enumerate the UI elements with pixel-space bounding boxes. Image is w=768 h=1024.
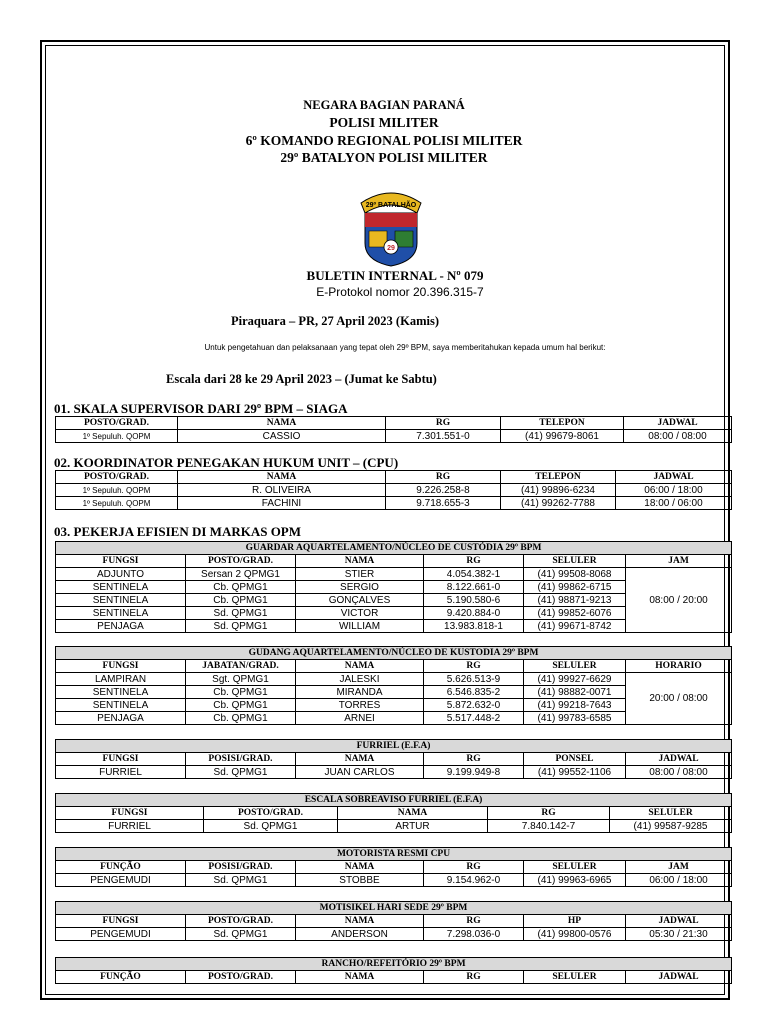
battalion-crest-logo bbox=[357, 187, 425, 267]
name-cell: SERGIO bbox=[296, 581, 424, 594]
section-03-title: 03. PEKERJA EFISIEN DI MARKAS OPM bbox=[54, 524, 302, 539]
mess-hall-table bbox=[55, 957, 732, 984]
column-header: RG bbox=[424, 861, 524, 874]
furriel-table bbox=[55, 739, 732, 779]
column-header: FUNGSI bbox=[56, 753, 186, 766]
rg-cell: 6.546.835-2 bbox=[424, 686, 524, 699]
function-cell: FURRIEL bbox=[56, 820, 204, 833]
rank-cell: 1º Sepuluh. QOPM bbox=[56, 497, 178, 510]
cpu-driver-table bbox=[55, 847, 732, 887]
phone-cell: (41) 99800-0576 bbox=[524, 928, 626, 941]
function-cell: SENTINELA bbox=[56, 686, 186, 699]
cpu-coordinator-table bbox=[55, 470, 732, 510]
column-header: POSISI/GRAD. bbox=[186, 753, 296, 766]
rg-cell: 5.626.513-9 bbox=[424, 673, 524, 686]
column-header: RG bbox=[386, 417, 501, 430]
schedule-cell: 05:30 / 21:30 bbox=[626, 928, 732, 941]
rg-cell: 7.301.551-0 bbox=[386, 430, 501, 443]
name-cell: TORRES bbox=[296, 699, 424, 712]
rg-cell: 5.872.632-0 bbox=[424, 699, 524, 712]
column-header: NAMA bbox=[178, 471, 386, 484]
table-row bbox=[56, 766, 732, 779]
name-cell: VICTOR bbox=[296, 607, 424, 620]
place-and-date: Piraquara – PR, 27 April 2023 (Kamis) bbox=[231, 314, 439, 328]
function-cell: PENGEMUDI bbox=[56, 874, 186, 887]
column-header: HP bbox=[524, 915, 626, 928]
table-row bbox=[56, 673, 732, 686]
table-header-row bbox=[56, 471, 732, 484]
column-header: HORARIO bbox=[626, 660, 732, 673]
schedule-cell: 06:00 / 18:00 bbox=[616, 484, 732, 497]
e-protocol-number: E-Protokol nomor 20.396.315-7 bbox=[316, 285, 484, 299]
table-row bbox=[56, 430, 732, 443]
table-band-row bbox=[56, 902, 732, 915]
phone-cell: (41) 99671-8742 bbox=[524, 620, 626, 633]
rank-cell: Cb. QPMG1 bbox=[186, 686, 296, 699]
column-header: POSTO/GRAD. bbox=[204, 807, 338, 820]
column-header: RG bbox=[424, 753, 524, 766]
table-band-title: GUDANG AQUARTELAMENTO/NÚCLEO DE KUSTODIA 29º BPM bbox=[56, 647, 732, 660]
shift-time-cell: 08:00 / 20:00 bbox=[626, 568, 732, 633]
column-header: FUNGSI bbox=[56, 807, 204, 820]
rg-cell: 5.190.580-6 bbox=[424, 594, 524, 607]
phone-cell: (41) 99508-8068 bbox=[524, 568, 626, 581]
rg-cell: 7.298.036-0 bbox=[424, 928, 524, 941]
phone-cell: (41) 98882-0071 bbox=[524, 686, 626, 699]
phone-cell: (41) 99552-1106 bbox=[524, 766, 626, 779]
table-band-row bbox=[56, 740, 732, 753]
column-header: NAMA bbox=[338, 807, 488, 820]
table-header-row bbox=[56, 807, 732, 820]
table-band-row bbox=[56, 647, 732, 660]
column-header: NAMA bbox=[178, 417, 386, 430]
column-header: JAM bbox=[626, 861, 732, 874]
column-header: POSTO/GRAD. bbox=[56, 471, 178, 484]
name-cell: FACHINI bbox=[178, 497, 386, 510]
table-band-row bbox=[56, 958, 732, 971]
phone-cell: (41) 99963-6965 bbox=[524, 874, 626, 887]
column-header: JABATAN/GRAD. bbox=[186, 660, 296, 673]
rg-cell: 9.199.949-8 bbox=[424, 766, 524, 779]
table-header-row bbox=[56, 861, 732, 874]
function-cell: FURRIEL bbox=[56, 766, 186, 779]
custody-warehouse-table bbox=[55, 646, 732, 725]
column-header: NAMA bbox=[296, 915, 424, 928]
rg-cell: 4.054.382-1 bbox=[424, 568, 524, 581]
table-header-row bbox=[56, 915, 732, 928]
column-header: POSISI/GRAD. bbox=[186, 861, 296, 874]
rg-cell: 8.122.661-0 bbox=[424, 581, 524, 594]
name-cell: GONÇALVES bbox=[296, 594, 424, 607]
table-header-row bbox=[56, 555, 732, 568]
name-cell: CASSIO bbox=[178, 430, 386, 443]
schedule-cell: 06:00 / 18:00 bbox=[626, 874, 732, 887]
table-row bbox=[56, 874, 732, 887]
function-cell: SENTINELA bbox=[56, 581, 186, 594]
phone-cell: (41) 99783-6585 bbox=[524, 712, 626, 725]
column-header: TELEPON bbox=[501, 417, 624, 430]
table-row bbox=[56, 497, 732, 510]
rank-cell: Sgt. QPMG1 bbox=[186, 673, 296, 686]
table-row bbox=[56, 928, 732, 941]
rank-cell: Cb. QPMG1 bbox=[186, 581, 296, 594]
table-band-title: MOTISIKEL HARI SEDE 29º BPM bbox=[56, 902, 732, 915]
table-band-title: GUARDAR AQUARTELAMENTO/NÚCLEO DE CUSTÓDIA 29º BPM bbox=[56, 542, 732, 555]
rg-cell: 9.226.258-8 bbox=[386, 484, 501, 497]
phone-cell: (41) 98871-9213 bbox=[524, 594, 626, 607]
column-header: RG bbox=[488, 807, 610, 820]
rg-cell: 7.840.142-7 bbox=[488, 820, 610, 833]
furriel-standby-table bbox=[55, 793, 732, 833]
column-header: JAM bbox=[626, 555, 732, 568]
phone-cell: (41) 99262-7788 bbox=[501, 497, 616, 510]
function-cell: SENTINELA bbox=[56, 699, 186, 712]
phone-cell: (41) 99587-9285 bbox=[610, 820, 732, 833]
phone-cell: (41) 99862-6715 bbox=[524, 581, 626, 594]
column-header: FUNGSI bbox=[56, 660, 186, 673]
bulletin-title: BULETIN INTERNAL - Nº 079 bbox=[306, 268, 484, 283]
column-header: JADWAL bbox=[624, 417, 732, 430]
rank-cell: Sd. QPMG1 bbox=[186, 607, 296, 620]
schedule-cell: 08:00 / 08:00 bbox=[626, 766, 732, 779]
column-header: JADWAL bbox=[616, 471, 732, 484]
column-header: NAMA bbox=[296, 971, 424, 984]
table-band-row bbox=[56, 542, 732, 555]
column-header: NAMA bbox=[296, 753, 424, 766]
rg-cell: 9.420.884-0 bbox=[424, 607, 524, 620]
shift-time-cell: 20:00 / 08:00 bbox=[626, 673, 732, 725]
intro-note: Untuk pengetahuan dan pelaksanaan yang tepat oleh 29º BPM, saya memberitahukan kepada umum hal berikut: bbox=[204, 343, 606, 352]
column-header: JADWAL bbox=[626, 915, 732, 928]
column-header: JADWAL bbox=[626, 753, 732, 766]
table-band-row bbox=[56, 794, 732, 807]
name-cell: ANDERSON bbox=[296, 928, 424, 941]
name-cell: WILLIAM bbox=[296, 620, 424, 633]
table-header-row bbox=[56, 417, 732, 430]
svg-text:29º BATALHÃO: 29º BATALHÃO bbox=[365, 202, 417, 209]
phone-cell: (41) 99679-8061 bbox=[501, 430, 624, 443]
section-01-title: 01. SKALA SUPERVISOR DARI 29º BPM – SIAGA bbox=[54, 401, 348, 416]
schedule-period: Escala dari 28 ke 29 April 2023 – (Jumat ke Sabtu) bbox=[166, 372, 437, 386]
schedule-cell: 08:00 / 08:00 bbox=[624, 430, 732, 443]
phone-cell: (41) 99896-6234 bbox=[501, 484, 616, 497]
column-header: POSTO/GRAD. bbox=[186, 555, 296, 568]
function-cell: SENTINELA bbox=[56, 594, 186, 607]
table-row bbox=[56, 820, 732, 833]
column-header: POSTO/GRAD. bbox=[186, 971, 296, 984]
column-header: SELULER bbox=[610, 807, 732, 820]
supervisor-table bbox=[55, 416, 732, 443]
name-cell: R. OLIVEIRA bbox=[178, 484, 386, 497]
name-cell: STOBBE bbox=[296, 874, 424, 887]
function-cell: ADJUNTO bbox=[56, 568, 186, 581]
column-header: POSTO/GRAD. bbox=[186, 915, 296, 928]
rg-cell: 9.154.962-0 bbox=[424, 874, 524, 887]
custody-guard-table bbox=[55, 541, 732, 633]
schedule-cell: 18:00 / 06:00 bbox=[616, 497, 732, 510]
column-header: PONSEL bbox=[524, 753, 626, 766]
rank-cell: Cb. QPMG1 bbox=[186, 699, 296, 712]
state-name: NEGARA BAGIAN PARANÁ bbox=[303, 98, 465, 112]
name-cell: MIRANDA bbox=[296, 686, 424, 699]
table-row bbox=[56, 568, 732, 581]
rank-cell: Sd. QPMG1 bbox=[186, 874, 296, 887]
name-cell: STIER bbox=[296, 568, 424, 581]
function-cell: PENGEMUDI bbox=[56, 928, 186, 941]
table-band-title: FURRIEL (E.F.A) bbox=[56, 740, 732, 753]
column-header: FUNÇÃO bbox=[56, 861, 186, 874]
rank-cell: Cb. QPMG1 bbox=[186, 594, 296, 607]
column-header: SELULER bbox=[524, 660, 626, 673]
column-header: RG bbox=[424, 660, 524, 673]
column-header: POSTO/GRAD. bbox=[56, 417, 178, 430]
table-header-row bbox=[56, 971, 732, 984]
battalion-name: 29º BATALYON POLISI MILITER bbox=[280, 150, 488, 165]
column-header: SELULER bbox=[524, 861, 626, 874]
rank-cell: Cb. QPMG1 bbox=[186, 712, 296, 725]
column-header: NAMA bbox=[296, 555, 424, 568]
table-band-title: MOTORISTA RESMI CPU bbox=[56, 848, 732, 861]
column-header: FUNÇÃO bbox=[56, 971, 186, 984]
regional-command: 6º KOMANDO REGIONAL POLISI MILITER bbox=[245, 133, 523, 148]
table-band-title: ESCALA SOBREAVISO FURRIEL (E.F.A) bbox=[56, 794, 732, 807]
name-cell: ARTUR bbox=[338, 820, 488, 833]
column-header: NAMA bbox=[296, 660, 424, 673]
rank-cell: Sd. QPMG1 bbox=[204, 820, 338, 833]
column-header: RG bbox=[386, 471, 501, 484]
phone-cell: (41) 99852-6076 bbox=[524, 607, 626, 620]
column-header: JADWAL bbox=[626, 971, 732, 984]
table-row bbox=[56, 484, 732, 497]
table-band-row bbox=[56, 848, 732, 861]
rank-cell: Sd. QPMG1 bbox=[186, 620, 296, 633]
rank-cell: 1º Sepuluh. QOPM bbox=[56, 484, 178, 497]
phone-cell: (41) 99218-7643 bbox=[524, 699, 626, 712]
section-02-title: 02. KOORDINATOR PENEGAKAN HUKUM UNIT – (CPU) bbox=[54, 455, 399, 470]
motorcycle-table bbox=[55, 901, 732, 941]
rg-cell: 9.718.655-3 bbox=[386, 497, 501, 510]
rank-cell: Sersan 2 QPMG1 bbox=[186, 568, 296, 581]
column-header: SELULER bbox=[524, 971, 626, 984]
rank-cell: Sd. QPMG1 bbox=[186, 766, 296, 779]
svg-text:29: 29 bbox=[387, 245, 395, 252]
rg-cell: 5.517.448-2 bbox=[424, 712, 524, 725]
column-header: SELULER bbox=[524, 555, 626, 568]
column-header: FUNGSI bbox=[56, 915, 186, 928]
org-name: POLISI MILITER bbox=[329, 115, 439, 130]
name-cell: JALESKI bbox=[296, 673, 424, 686]
function-cell: PENJAGA bbox=[56, 620, 186, 633]
table-header-row bbox=[56, 660, 732, 673]
name-cell: ARNEI bbox=[296, 712, 424, 725]
column-header: NAMA bbox=[296, 861, 424, 874]
column-header: FUNGSI bbox=[56, 555, 186, 568]
function-cell: SENTINELA bbox=[56, 607, 186, 620]
function-cell: PENJAGA bbox=[56, 712, 186, 725]
column-header: TELEPON bbox=[501, 471, 616, 484]
table-header-row bbox=[56, 753, 732, 766]
column-header: RG bbox=[424, 555, 524, 568]
column-header: RG bbox=[424, 971, 524, 984]
rank-cell: 1º Sepuluh. QOPM bbox=[56, 430, 178, 443]
name-cell: JUAN CARLOS bbox=[296, 766, 424, 779]
phone-cell: (41) 99927-6629 bbox=[524, 673, 626, 686]
function-cell: LAMPIRAN bbox=[56, 673, 186, 686]
rg-cell: 13.983.818-1 bbox=[424, 620, 524, 633]
rank-cell: Sd. QPMG1 bbox=[186, 928, 296, 941]
column-header: RG bbox=[424, 915, 524, 928]
table-band-title: RANCHO/REFEITÓRIO 29º BPM bbox=[56, 958, 732, 971]
